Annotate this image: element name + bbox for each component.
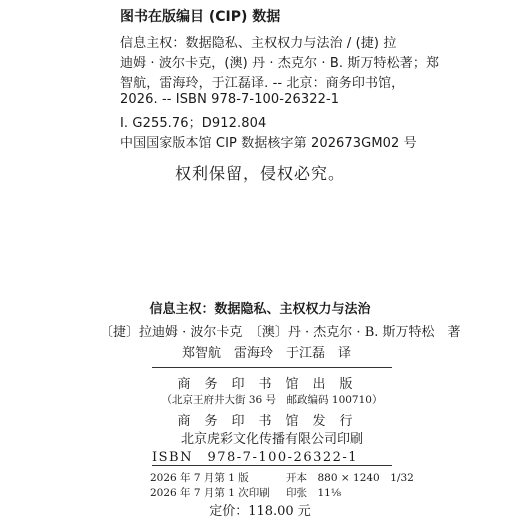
publisher-rule-bottom xyxy=(152,465,392,466)
publisher-distributor: 商务印书馆发行 xyxy=(177,414,367,429)
edition-info: 2026 年 7 月第 1 版 xyxy=(150,472,249,484)
cip-line-1: 信息主权：数据隐私、主权权力与法治 / (捷) 拉 xyxy=(120,36,397,51)
publisher-name: 商务印书馆出版 xyxy=(177,377,367,392)
book-authors: 〔捷〕拉迪姆 · 波尔卡克 〔澳〕丹 · 杰克尔 · B. 斯万特松 著 xyxy=(100,325,461,340)
publisher-address: （北京王府井大街 36 号 邮政编码 100710） xyxy=(161,394,383,406)
cip-line-5: Ⅰ. G255.76；D912.804 xyxy=(120,116,267,131)
cip-title: 图书在版编目 (CIP) 数据 xyxy=(120,9,281,25)
sheets-info: 印张 11⅛ xyxy=(286,487,342,499)
rights-notice: 权利保留，侵权必究。 xyxy=(174,164,345,183)
publisher-rule-top xyxy=(152,367,392,368)
cip-line-6: 中国国家版本馆 CIP 数据核字第 202673GM02 号 xyxy=(120,136,417,151)
format-info: 开本 880 × 1240 1/32 xyxy=(286,472,414,484)
book-translators: 郑智航 雷海玲 于江磊 译 xyxy=(182,346,352,361)
printing-info: 2026 年 7 月第 1 次印刷 xyxy=(150,487,270,499)
book-title: 信息主权：数据隐私、主权权力与法治 xyxy=(149,302,371,317)
price: 定价：118.00 元 xyxy=(209,504,311,519)
publisher-isbn: ISBN 978-7-100-26322-1 xyxy=(152,450,359,465)
cip-line-4: 2026. -- ISBN 978-7-100-26322-1 xyxy=(120,92,340,107)
cip-line-2: 迪姆 · 波尔卡克，(澳) 丹 · 杰克尔 · B. 斯万特松著；郑 xyxy=(120,56,440,71)
cip-line-3: 智航，雷海玲，于江磊译. -- 北京：商务印书馆， xyxy=(120,76,405,91)
publisher-printer: 北京虎彩文化传播有限公司印刷 xyxy=(180,432,363,447)
